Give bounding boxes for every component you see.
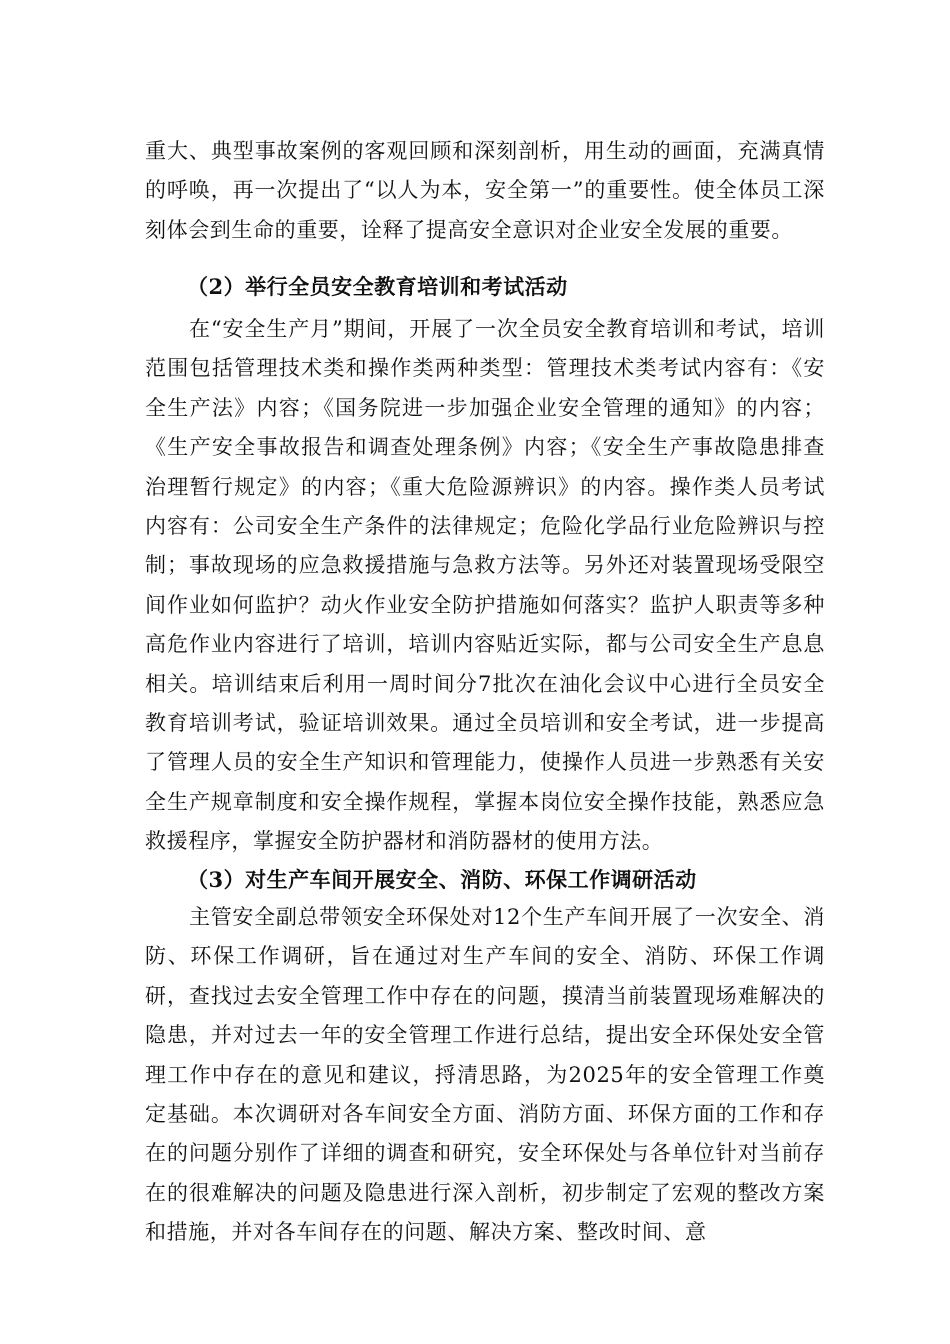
paragraph-section-3: 主管安全副总带领安全环保处对12个生产车间开展了一次安全、消防、环保工作调研，旨在通过对生产车间的安全、消防、环保工作调研，查找过去安全管理工作中存在的问题，摸清当前装置现场难解决的隐患，并对过去一年的安全管理工作进行总结，提出安全环保处安全管理工作中存在的意见和建议，捋清思路，为2025年的安全管理工作奠定基础。本次调研对各车间安全方面、消防方面、环保方面的工作和存在的问题分别作了详细的调查和研究，安全环保处与各单位针对当前存在的很难解决的问题及隐患进行深入剖析，初步制定了宏观的整改方案和措施，并对各车间存在的问题、解决方案、整改时间、意 [145, 905, 825, 1245]
section-heading-3: （3）对生产车间开展安全、消防、环保工作调研活动 [187, 867, 697, 892]
paragraph-intro-continuation: 重大、典型事故案例的客观回顾和深刻剖析，用生动的画面，充满真情的呼唤，再一次提出了“以人为本，安全第一”的重要性。使全体员工深刻体会到生命的重要，诠释了提高安全意识对企业安全发展的重要。 [145, 139, 825, 242]
paragraph-section-2: 在“安全生产月”期间，开展了一次全员安全教育培训和考试，培训范围包括管理技术类和操作类两种类型：管理技术类考试内容有：《安全生产法》内容；《国务院进一步加强企业安全管理的通知》的内容；《生产安全事故报告和调查处理条例》内容；《安全生产事故隐患排查治理暂行规定》的内容；《重大危险源辨识》的内容。操作类人员考试内容有：公司安全生产条件的法律规定；危险化学品行业危险辨识与控制；事故现场的应急救援措施与急救方法等。另外还对装置现场受限空间作业如何监护？动火作业安全防护措施如何落实？监护人职责等多种高危作业内容进行了培训，培训内容贴近实际，都与公司安全生产息息相关。培训结束后利用一周时间分7批次在油化会议中心进行全员安全教育培训考试，验证培训效果。通过全员培训和安全考试，进一步提高了管理人员的安全生产知识和管理能力，使操作人员进一步熟悉有关安全生产规章制度和安全操作规程，掌握本岗位安全操作技能，熟悉应急救援程序，掌握安全防护器材和消防器材的使用方法。 [145, 317, 825, 854]
section-heading-2: （2）举行全员安全教育培训和考试活动 [187, 274, 568, 299]
